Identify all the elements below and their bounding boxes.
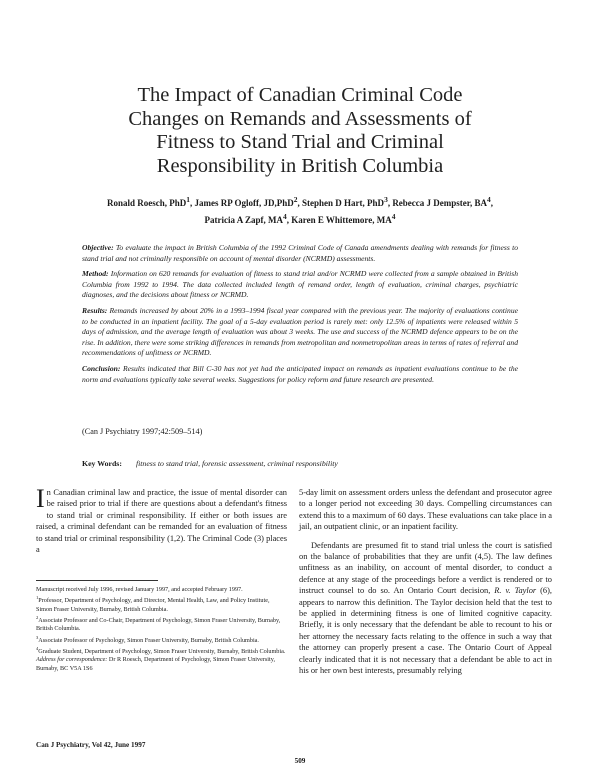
- title-line: The Impact of Canadian Criminal Code: [137, 84, 463, 106]
- abstract: [82, 243, 518, 390]
- abstract-label: Objective:: [82, 243, 114, 252]
- affiliation-text: Professor, Department of Psychology, and Director, Mental Health, Law, and Policy Institute, Simon Fraser University, Burnaby, British Columbia.: [36, 597, 270, 613]
- page-number: 509: [294, 757, 306, 765]
- author-separator: ,: [286, 215, 292, 225]
- body-paragraph: [299, 540, 552, 677]
- keywords-text: fitness to stand trial, forensic assessment, criminal responsibility: [135, 459, 338, 468]
- abstract-method: [82, 269, 518, 301]
- title-line: Responsibility in British Columbia: [156, 154, 444, 177]
- author-separator: ,: [387, 198, 393, 208]
- abstract-text: To evaluate the impact in British Columbia of the 1992 Criminal Code of Canada amendments dealing with remands for fitness to stand trial and not criminally responsible on account of mental disorder (NCRMD) assessments.: [82, 243, 518, 263]
- affiliation-note: [36, 645, 287, 656]
- affiliation-mark: 2: [36, 614, 39, 620]
- case-citation: R. v. Taylor: [494, 586, 537, 596]
- abstract-objective: [82, 243, 518, 264]
- drop-cap: I: [36, 484, 45, 513]
- author-name: Ronald Roesch, PhD: [107, 198, 187, 208]
- body-text: Defendants are presumed fit to stand trial unless the court is satisfied on the balance of probabilities that they are unfit (4,5). The law defines unfitness as an inability, on account of mental disorder, to conduct a defence at any stage of the proceedings before a verdict is rendered or to instruct counsel to do so. An Ontario Court decision,: [299, 540, 552, 596]
- affiliation-text: Associate Professor and Co-Chair, Department of Psychology, Simon Fraser University, Burnaby, British Columbia.: [36, 617, 281, 633]
- author-separator: ,: [190, 198, 195, 208]
- abstract-label: Results:: [82, 305, 108, 315]
- author-separator: ,: [490, 198, 493, 208]
- correspondence-label: Address for correspondence:: [36, 656, 108, 664]
- affiliation-note: [36, 634, 287, 645]
- abstract-text: Results indicated that Bill C-30 has not yet had the anticipated impact on remands as inpatient evaluations continue to be the norm and evaluations typically take several weeks. Suggestions for policy reform and future research are presented.: [82, 363, 518, 384]
- abstract-label: Method:: [82, 269, 109, 279]
- affiliation-mark: 1: [36, 595, 39, 601]
- correspondence-note: [36, 656, 287, 673]
- abstract-results: [82, 306, 518, 359]
- manuscript-received: Manuscript received July 1996, revised January 1997, and accepted February 1997.: [36, 586, 243, 593]
- author-affiliation-mark: 4: [486, 195, 491, 204]
- body-paragraph: 5-day limit on assessment orders unless the defendant and prosecutor agree to a longer period not exceeding 30 days. Compelling circumstances can extend this to a maximum of 60 days. These evaluations can take place in a jail, an outpatient clinic, or an inpatient facility.: [299, 488, 552, 532]
- footnote-divider: [36, 580, 158, 581]
- author-name: Patricia A Zapf, MA: [204, 215, 283, 225]
- abstract-label: Conclusion:: [82, 363, 121, 373]
- author-name: James RP Ogloff, JD,PhD: [194, 198, 294, 208]
- affiliation-text: Associate Professor of Psychology, Simon Fraser University, Burnaby, British Columbia.: [38, 636, 259, 644]
- footnotes: [36, 586, 287, 673]
- running-footer: Can J Psychiatry, Vol 42, June 1997: [36, 741, 146, 749]
- keywords: [82, 458, 518, 469]
- body-paragraph: [36, 484, 287, 555]
- author-list: [70, 193, 530, 227]
- author-affiliation-mark: 1: [186, 195, 191, 204]
- abstract-conclusion: [82, 364, 518, 385]
- author-name: Rebecca J Dempster, BA: [392, 198, 487, 208]
- body-text: (6), appears to narrow this definition. The Taylor decision held that the test to be applied in determining fitness is one of limited cognitive capacity. Briefly, it is only necessary that the defendant be able to recount to his or her attorney the necessary facts relating to the offence in such a way that the attorney can properly present a case. The Ontario Court of Appeal clearly indicated that it is not necessary that a defendant be able to act in his or her own best interests, presumably relying: [299, 586, 552, 676]
- author-affiliation-mark: 4: [391, 212, 396, 221]
- author-name: Stephen D Hart, PhD: [302, 198, 385, 208]
- author-name: Karen E Whittemore, MA: [291, 215, 392, 225]
- author-separator: ,: [297, 198, 303, 208]
- body-column-left: [36, 484, 287, 555]
- title-line: Fitness to Stand Trial and Criminal: [156, 131, 444, 153]
- affiliation-mark: 4: [36, 645, 39, 651]
- body-text: n Canadian criminal law and practice, the issue of mental disorder can be raised prior to trial if there are questions about a defendant's fitness to stand trial or criminal responsibility. If either or both issues are raised, a criminal defendant can be remanded for an evaluation of fitness to stand trial or criminal responsibility (1,2). The Criminal Code (3) places a: [36, 488, 287, 555]
- affiliation-note: [36, 614, 287, 634]
- affiliation-note: [36, 594, 287, 614]
- keywords-label: Key Words:: [82, 459, 122, 468]
- article-title: [60, 84, 540, 178]
- author-affiliation-mark: 2: [293, 195, 298, 204]
- author-affiliation-mark: 4: [283, 212, 287, 221]
- abstract-text: Information on 620 remands for evaluation of fitness to stand trial and/or NCRMD were collected from a sample obtained in British Columbia from 1992 to 1994. The data collected included length of remand order, length of evaluation, criminal charges, psychiatric diagnoses, and the decisions about fitness or NCRMD.: [82, 269, 519, 300]
- body-column-right: [299, 487, 552, 677]
- abstract-text: Remands increased by about 20% in a 1993–1994 fiscal year compared with the previous year. The majority of evaluations continue to be conducted in an inpatient facility. The goal of a 5-day evaluation period is rarely met: only 12.5% of inpatients were released within 5 days of admission, and the average length of evaluation was about 3 weeks. The use and success of the NCRMD defence appears to be on the rise. In addition, there were some striking differences in remands from metropolitan and nonmetropolitan areas in terms of rates of referral and recommendations of unfitness or NCRMD.: [82, 305, 518, 358]
- affiliation-mark: 3: [36, 634, 39, 640]
- journal-citation: (Can J Psychiatry 1997;42:509–514): [82, 427, 203, 436]
- title-line: Changes on Remands and Assessments of: [128, 107, 472, 130]
- correspondence-text: Dr R Roesch, Department of Psychology, Simon Fraser University, Burnaby, BC V5A 1S6: [36, 656, 275, 672]
- affiliation-text: Graduate Student, Department of Psychology, Simon Fraser University, Burnaby, British Columbia.: [38, 648, 286, 656]
- author-affiliation-mark: 3: [384, 195, 388, 204]
